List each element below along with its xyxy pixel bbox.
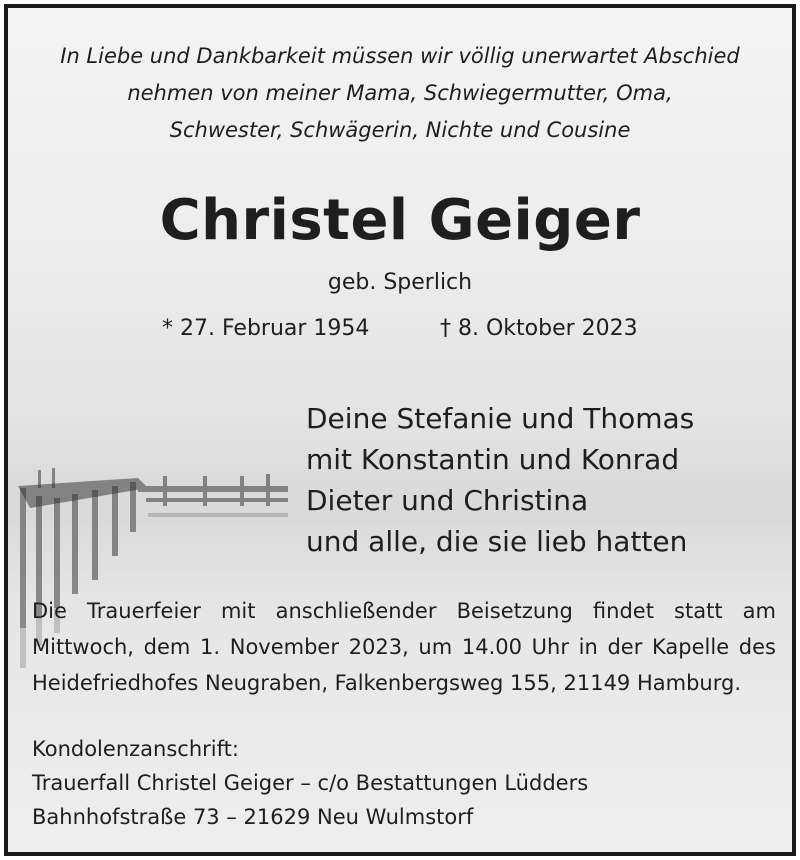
birth-date: * 27. Februar 1954 — [162, 316, 370, 341]
maiden-name: geb. Sperlich — [327, 270, 473, 295]
condolence-address — [32, 732, 588, 834]
condolence-heading: Kondolenzanschrift: — [32, 737, 239, 761]
mourner-line: und alle, die sie lieb hatten — [306, 525, 688, 558]
intro-line: In Liebe und Dankbarkeit müssen wir völlig unerwartet Abschied — [60, 44, 740, 68]
mourner-line: Dieter und Christina — [306, 484, 589, 517]
intro-line: Schwester, Schwägerin, Nichte und Cousine — [169, 118, 631, 142]
mourner-line: mit Konstantin und Konrad — [306, 443, 680, 476]
mourners-list — [306, 398, 694, 562]
obituary-notice — [4, 4, 796, 856]
deceased-name: Christel Geiger — [159, 188, 641, 253]
intro-text — [8, 38, 792, 149]
death-date: † 8. Oktober 2023 — [440, 316, 638, 341]
mourner-line: Deine Stefanie und Thomas — [306, 402, 695, 435]
intro-line: nehmen von meiner Mama, Schwiegermutter, Oma, — [127, 81, 673, 105]
funeral-ceremony-text: Die Trauerfeier mit anschließender Beisetzung findet statt am Mittwoch, dem 1. November 2023, um 14.00 Uhr in der Kapelle des Heidefriedhofes Neugraben, Falkenbergsweg 155, 21149 Hamburg. — [32, 599, 776, 695]
condolence-line: Trauerfall Christel Geiger – c/o Bestattungen Lüdders — [32, 771, 589, 795]
condolence-line: Bahnhofstraße 73 – 21629 Neu Wulmstorf — [32, 805, 474, 829]
